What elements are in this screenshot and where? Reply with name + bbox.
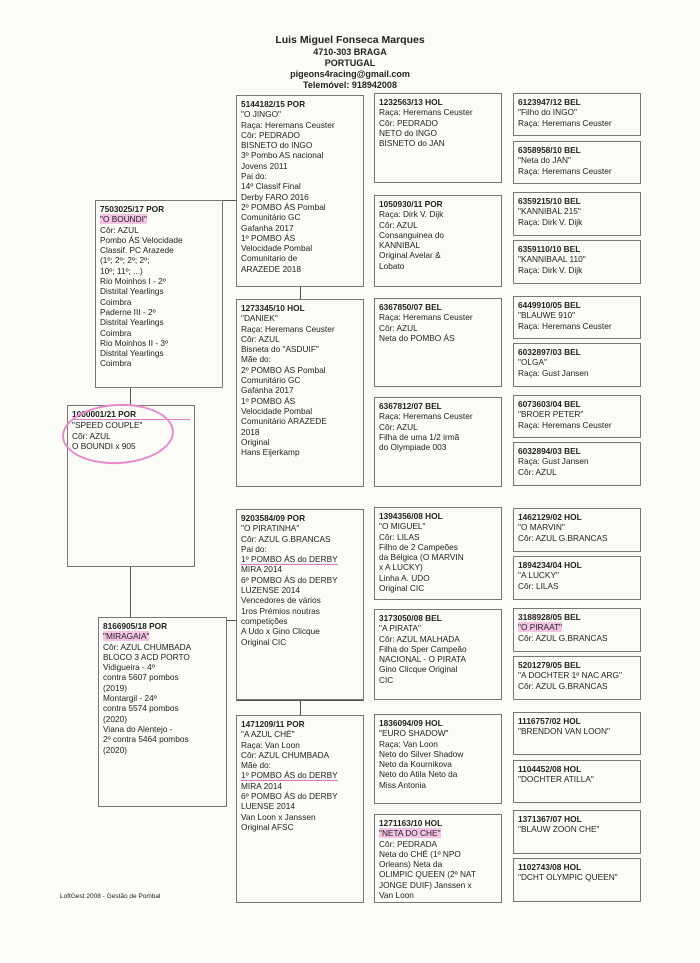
footer-note: LoftGest 2008 - Gestão de Pombal — [60, 893, 161, 900]
pigeon-info-line: Côr: AZUL G.BRANCAS — [518, 532, 608, 543]
pigeon-info-line: "O MIGUEL" — [379, 521, 426, 532]
pigeon-info-line: da Bélgica (O MARVIN — [379, 552, 464, 563]
pigeon-info-line: Neto do Silver Shadow — [379, 748, 464, 759]
pigeon-info-line: "BLAUW ZOON CHE" — [518, 824, 600, 835]
pigeon-info-line: Vidigueira - 4º — [103, 662, 155, 673]
pigeon-info-line: NETO do INGO — [379, 127, 437, 138]
connector-ds — [226, 620, 236, 621]
pigeon-info-line: contra 5607 pombos — [103, 672, 179, 683]
pigeon-info-line: JONGE DUIF) Janssen x — [379, 879, 472, 890]
breeder-postal: 4710-303 BRAGA — [313, 47, 387, 57]
pigeon-box-g11 — [513, 608, 641, 652]
pigeon-box-sss — [374, 93, 502, 183]
pigeon-box-g9 — [513, 508, 641, 552]
ring-number: 1371367/07 HOL — [518, 814, 582, 824]
pigeon-box-g14 — [513, 760, 641, 803]
pigeon-info-line: BISNETO do INGO — [241, 140, 313, 151]
pigeon-info-line: LUZENSE 2014 — [241, 585, 301, 596]
ring-number: 1050930/11 POR — [379, 199, 443, 209]
pigeon-info-line: "O JINGO" — [241, 109, 282, 120]
connector-dd-h — [236, 700, 364, 701]
pigeon-info-line: Original — [241, 436, 270, 447]
pigeon-info-line: "A AZUL CHÉ" — [241, 729, 295, 740]
pigeon-info-line: BLOCO 3 ACD PORTO — [103, 651, 190, 662]
pigeon-info-line: Côr: PEDRADO — [241, 129, 301, 140]
pigeon-info-line: MIRA 2014 — [241, 564, 283, 575]
pigeon-info-line: Filha de uma 1/2 irmã — [379, 431, 460, 442]
ring-number: 8166905/18 POR — [103, 621, 168, 631]
ring-number: 6359110/10 BEL — [518, 244, 581, 254]
pigeon-info-line: "MIRAGAIA" — [103, 631, 150, 642]
pigeon-info-line: Côr: AZUL G.BRANCAS — [518, 680, 608, 691]
pigeon-info-line: 2018 — [241, 426, 260, 437]
ring-number: 1000001/21 POR — [72, 409, 190, 420]
pigeon-info-line: Miss Antonia — [379, 779, 427, 790]
pigeon-info-line: 2º POMBO ÁS Pombal — [241, 364, 326, 375]
pigeon-info-line: "Filho do INGO" — [518, 107, 577, 118]
pigeon-info-line: (2020) — [103, 744, 127, 755]
pigeon-info-line: Distrital Yearlings — [100, 348, 164, 359]
pigeon-info-line: 1º POMBO ÁS — [241, 395, 296, 406]
pigeon-info-line: "SPEED COUPLE" — [72, 420, 143, 431]
pigeon-info-line: Velocidade Pombal — [241, 243, 313, 254]
pigeon-box-sd — [236, 299, 364, 487]
pigeon-info-line: A Udo x Gino Clicque — [241, 626, 320, 637]
breeder-name: Luis Miguel Fonseca Marques — [275, 34, 425, 46]
ring-number: 3173050/08 BEL — [379, 613, 442, 623]
pigeon-info-line: Derby FARO 2016 — [241, 191, 309, 202]
pigeon-info-line: Raça: Heremans Ceuster — [379, 312, 473, 323]
ring-number: 6358958/10 BEL — [518, 145, 581, 155]
pigeon-info-line: x A LUCKY) — [379, 562, 423, 573]
pigeon-info-line: Côr: AZUL G.BRANCAS — [241, 533, 331, 544]
pigeon-info-line: "O PIRATINHA" — [241, 523, 300, 534]
ring-number: 1394356/08 HOL — [379, 511, 443, 521]
pigeon-box-sire — [95, 200, 223, 388]
pigeon-info-line: Rio Moinhos II - 3º — [100, 337, 169, 348]
pigeon-info-line: Gino Clicque Original — [379, 664, 458, 675]
ring-number: 3188928/05 BEL — [518, 612, 581, 622]
pigeon-info-line: "DANIEK" — [241, 313, 278, 324]
pigeon-box-ssd — [374, 195, 502, 287]
pigeon-info-line: 3º Pombo AS nacional — [241, 150, 324, 161]
ring-number: 1462129/02 HOL — [518, 512, 582, 522]
pigeon-info-line: Lobato — [379, 260, 405, 271]
pigeon-info-line: "O PIRAAT" — [518, 622, 562, 633]
ring-number: 5144182/15 POR — [241, 99, 306, 109]
connector-dd — [300, 700, 301, 715]
pigeon-box-sdd — [374, 397, 502, 487]
pigeon-box-g10 — [513, 556, 641, 600]
pigeon-info-line: "A LUCKY" — [518, 570, 559, 581]
pigeon-info-line: Filha do Sper Campeão — [379, 643, 467, 654]
pigeon-box-g1 — [513, 93, 641, 136]
pigeon-info-line: Mãe do: — [241, 760, 271, 771]
pigeon-info-line: Raça: Heremans Ceuster — [241, 119, 335, 130]
pigeon-info-line: Pai do: — [241, 171, 267, 182]
pigeon-info-line: Raça: Heremans Ceuster — [518, 419, 612, 430]
pigeon-box-g5 — [513, 296, 641, 339]
pigeon-box-g8 — [513, 442, 641, 486]
pigeon-box-dss — [374, 507, 502, 600]
pigeon-box-sds — [374, 298, 502, 387]
pigeon-info-line: "O MARVIN" — [518, 522, 565, 533]
ring-number: 1232563/13 HOL — [379, 97, 443, 107]
pigeon-info-line: 6º POMBO ÁS do DERBY — [241, 574, 338, 585]
ring-number: 6367812/07 BEL — [379, 401, 442, 411]
pigeon-info-line: "OLGA" — [518, 357, 547, 368]
pigeon-box-g2 — [513, 141, 641, 184]
pigeon-info-line: Côr: AZUL — [379, 421, 418, 432]
connector-sire — [130, 388, 131, 405]
pigeon-info-line: (2020) — [103, 713, 127, 724]
pigeon-info-line: Hans Eijerkamp — [241, 447, 300, 458]
breeder-phone: Telemóvel: 918942008 — [303, 80, 397, 90]
pigeon-info-line: Velocidade Pombal — [241, 405, 313, 416]
pigeon-box-dsd — [374, 609, 502, 700]
pigeon-info-line: Original Avelar & — [379, 250, 441, 261]
pigeon-info-line: Mãe do: — [241, 354, 271, 365]
pigeon-box-g16 — [513, 858, 641, 902]
pigeon-info-line: MIRA 2014 — [241, 780, 283, 791]
pigeon-info-line: Coimbra — [100, 327, 132, 338]
pigeon-info-line: "DCHT OLYMPIC QUEEN" — [518, 872, 618, 883]
ring-number: 1116757/02 HOL — [518, 716, 581, 726]
pigeon-info-line: "BRENDON VAN LOON" — [518, 726, 610, 737]
pigeon-info-line: Raça: Heremans Ceuster — [518, 165, 612, 176]
ring-number: 6123947/12 BEL — [518, 97, 581, 107]
pigeon-info-line: "KANNIBAAL 110" — [518, 254, 586, 265]
pigeon-info-line: Pombo ÁS Velocidade — [100, 234, 183, 245]
pigeon-info-line: Filho de 2 Campeões — [379, 541, 458, 552]
pigeon-box-g6 — [513, 343, 641, 387]
ring-number: 6359215/10 BEL — [518, 196, 581, 206]
pigeon-info-line: (2019) — [103, 682, 127, 693]
pigeon-info-line: Paderne III - 2º — [100, 306, 156, 317]
breeder-email: pigeons4racing@gmail.com — [290, 69, 410, 79]
pigeon-info-line: Neta do CHÉ (1º NPO — [379, 848, 461, 859]
pigeon-info-line: 2º contra 5464 pombos — [103, 734, 189, 745]
pigeon-info-line: Côr: AZUL — [100, 224, 139, 235]
pigeon-info-line: "BROER PETER" — [518, 409, 584, 420]
pigeon-info-line: Coimbra — [100, 358, 132, 369]
pigeon-info-line: Raça: Heremans Ceuster — [379, 411, 473, 422]
ring-number: 1836094/09 HOL — [379, 718, 443, 728]
pigeon-info-line: "O BOUNDI" — [100, 214, 147, 225]
pigeon-info-line: 2º POMBO ÁS Pombal — [241, 201, 326, 212]
pigeon-info-line: Raça: Van Loon — [241, 739, 300, 750]
pigeon-info-line: competições — [241, 615, 288, 626]
pigeon-info-line: "KANNIBAL 215" — [518, 206, 581, 217]
ring-number: 1471209/11 POR — [241, 719, 305, 729]
pigeon-info-line: Côr: AZUL — [379, 322, 418, 333]
pigeon-info-line: 14º Classif Final — [241, 181, 301, 192]
pigeon-info-line: Raça: Heremans Ceuster — [241, 323, 335, 334]
pigeon-info-line: Distrital Yearlings — [100, 286, 164, 297]
ring-number: 9203584/09 POR — [241, 513, 306, 523]
breeder-header — [250, 34, 450, 91]
pigeon-info-line: "A DOCHTER 1º NAC ARG" — [518, 670, 622, 681]
connector-sd — [300, 287, 301, 299]
pigeon-info-line: 10º; 11º; ...) — [100, 265, 143, 276]
breeder-country: PORTUGAL — [324, 58, 376, 68]
pigeon-info-line: Côr: PEDRADA — [379, 838, 438, 849]
pigeon-box-g7 — [513, 395, 641, 438]
pigeon-info-line: O BOUNDI x 905 — [72, 440, 136, 451]
pigeon-info-line: Côr: AZUL MALHADA — [379, 633, 460, 644]
ring-number: 1104452/08 HOL — [518, 764, 582, 774]
pigeon-info-line: "EURO SHADOW" — [379, 728, 449, 739]
pigeon-info-line: Côr: AZUL — [241, 333, 280, 344]
pigeon-info-line: Raça: Gust Jansen — [518, 367, 589, 378]
pigeon-info-line: Raça: Heremans Ceuster — [518, 117, 612, 128]
pigeon-info-line: contra 5574 pombos — [103, 703, 179, 714]
pigeon-info-line: Raça: Heremans Ceuster — [379, 107, 473, 118]
pigeon-box-dam — [98, 617, 227, 807]
connector-ss — [222, 200, 236, 201]
pigeon-info-line: Raça: Van Loon — [379, 738, 438, 749]
pigeon-box-g12 — [513, 656, 641, 700]
pigeon-info-line: BISNETO do JAN — [379, 138, 445, 149]
pigeon-info-line: Comunitário GC — [241, 375, 301, 386]
pigeon-info-line: Coimbra — [100, 296, 132, 307]
pigeon-info-line: NACIONAL - O PIRATA — [379, 654, 466, 665]
pigeon-info-line: do Olympiade 003 — [379, 442, 447, 453]
pigeon-box-dd — [236, 715, 364, 903]
ring-number: 6032897/03 BEL — [518, 347, 581, 357]
pigeon-info-line: KANNIBAL — [379, 240, 421, 251]
pigeon-info-line: ARAZEDE 2018 — [241, 263, 301, 274]
pigeon-info-line: "Neta do JAN" — [518, 155, 571, 166]
pigeon-info-line: Vencedores de vários — [241, 595, 321, 606]
pigeon-info-line: "A PIRATA" — [379, 623, 422, 634]
pigeon-info-line: Distrital Yearlings — [100, 317, 164, 328]
pigeon-info-line: Côr: AZUL CHUMBADA — [103, 641, 192, 652]
pigeon-info-line: Consanguinea do — [379, 229, 445, 240]
pigeon-box-ss — [236, 95, 364, 287]
ring-number: 1102743/08 HOL — [518, 862, 582, 872]
pigeon-info-line: Classif. PC Arazede — [100, 245, 174, 256]
pigeon-info-line: Pai do: — [241, 543, 267, 554]
pigeon-info-line: "BLAUWE 910" — [518, 310, 576, 321]
ring-number: 6367850/07 BEL — [379, 302, 442, 312]
pigeon-info-line: Côr: PEDRADO — [379, 117, 439, 128]
pigeon-info-line: 1º POMBO ÁS do DERBY — [241, 770, 338, 781]
pigeon-info-line: Bisneta do "ASDUIF" — [241, 344, 319, 355]
ring-number: 6032894/03 BEL — [518, 446, 581, 456]
pigeon-info-line: Côr: LILAS — [518, 580, 559, 591]
pigeon-info-line: Neto do Atila Neto da — [379, 769, 458, 780]
pigeon-info-line: Van Loon — [379, 890, 414, 901]
pigeon-box-g4 — [513, 240, 641, 284]
pigeon-info-line: Montargil - 24º — [103, 693, 157, 704]
ring-number: 1271163/10 HOL — [379, 818, 443, 828]
pigeon-info-line: Orleans) Neta da — [379, 859, 443, 870]
pigeon-info-line: LUENSE 2014 — [241, 801, 295, 812]
pigeon-info-line: Gafanha 2017 — [241, 385, 294, 396]
ring-number: 7503025/17 POR — [100, 204, 165, 214]
pigeon-info-line: Neto da Kournikova — [379, 759, 452, 770]
ring-number: 6073603/04 BEL — [518, 399, 581, 409]
pigeon-info-line: Viana do Alentejo - — [103, 723, 173, 734]
pigeon-info-line: Côr: LILAS — [379, 531, 420, 542]
pigeon-info-line: 1ros Prémios noutras — [241, 605, 320, 616]
pigeon-info-line: Gafanha 2017 — [241, 222, 294, 233]
pigeon-box-dds — [374, 714, 502, 804]
pigeon-info-line: Raça: Heremans Ceuster — [518, 320, 612, 331]
pigeon-info-line: Linha A. UDO — [379, 572, 430, 583]
pigeon-info-line: Raça: Gust Jansen — [518, 456, 589, 467]
pigeon-info-line: Jovens 2011 — [241, 160, 288, 171]
pigeon-info-line: OLIMPIC QUEEN (2º NAT — [379, 869, 476, 880]
pigeon-info-line: Raça: Dirk V. Dijk — [379, 209, 444, 220]
ring-number: 6449910/05 BEL — [518, 300, 581, 310]
pigeon-info-line: Comunitário ARAZEDE — [241, 416, 327, 427]
pigeon-info-line: Comunitario de — [241, 253, 298, 264]
pigeon-info-line: "NETA DO CHE" — [379, 828, 441, 839]
pigeon-info-line: Original AFSC — [241, 821, 294, 832]
connector-dam — [130, 567, 131, 617]
pigeon-box-g13 — [513, 712, 641, 755]
pigeon-info-line: Original CIC — [241, 636, 287, 647]
pigeon-info-line: Côr: AZUL CHUMBADA — [241, 749, 330, 760]
pigeon-box-ds — [236, 509, 364, 700]
ring-number: 5201279/05 BEL — [518, 660, 581, 670]
pigeon-box-g15 — [513, 810, 641, 854]
ring-number: 1273345/10 HOL — [241, 303, 305, 313]
pigeon-info-line: 6º POMBO ÁS do DERBY — [241, 791, 338, 802]
pigeon-info-line: CIC — [379, 674, 394, 685]
pigeon-info-line: Raça: Dirk V. Dijk — [518, 264, 583, 275]
pigeon-info-line: 1º POMBO ÁS — [241, 232, 296, 243]
pigeon-box-g3 — [513, 192, 641, 236]
pigeon-info-line: Rio Moinhos I - 2º — [100, 276, 166, 287]
pigeon-info-line: "DOCHTER ATILLA" — [518, 774, 594, 785]
pigeon-info-line: Raça: Dirk V. Dijk — [518, 216, 583, 227]
pigeon-info-line: Original CIC — [379, 583, 425, 594]
ring-number: 1894234/04 HOL — [518, 560, 582, 570]
pigeon-info-line: Neta do POMBO ÁS — [379, 332, 455, 343]
pigeon-info-line: Côr: AZUL — [379, 219, 418, 230]
pigeon-info-line: Côr: AZUL — [518, 466, 557, 477]
pigeon-info-line: Comunitário GC — [241, 212, 301, 223]
pigeon-info-line: 1º POMBO ÁS do DERBY — [241, 554, 338, 565]
pigeon-info-line: (1º; 2º; 2º; 2º; — [100, 255, 150, 266]
pigeon-info-line: Van Loon x Janssen — [241, 811, 316, 822]
pigeon-box-ddd — [374, 814, 502, 903]
pigeon-info-line: Côr: AZUL G.BRANCAS — [518, 632, 608, 643]
pigeon-info-line: Cõr: AZUL — [72, 430, 111, 441]
